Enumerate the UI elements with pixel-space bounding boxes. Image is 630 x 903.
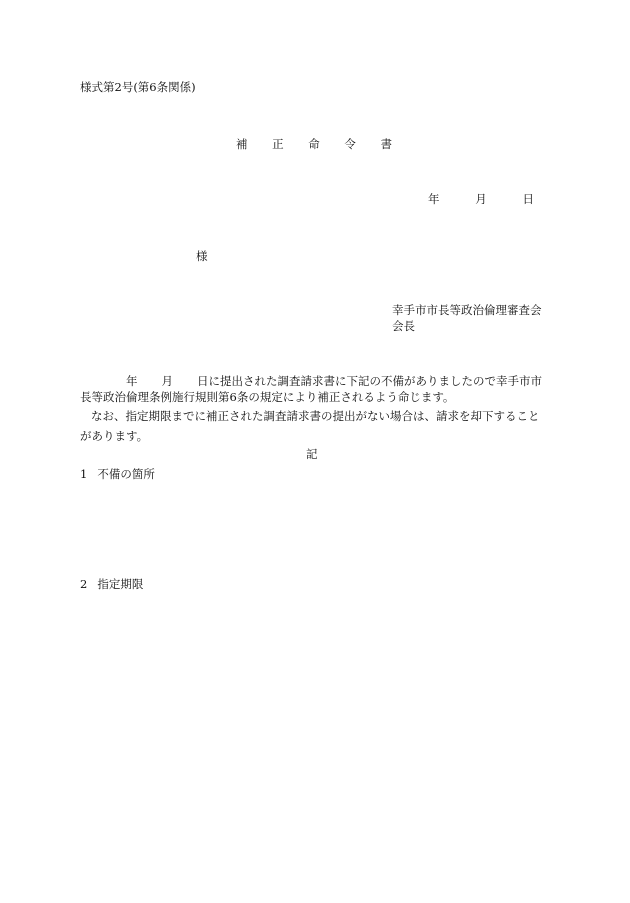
issue-date [428, 193, 534, 207]
item-number: 2 [80, 577, 88, 591]
title-char: 正 [272, 137, 284, 151]
body-paragraph-1-line-2: 長等政治倫理条例施行規則第6条の規定により補正されるよう命じます。 [80, 390, 455, 404]
list-item [80, 578, 143, 592]
title-char: 令 [344, 137, 356, 151]
body-line-text: 日に提出された調査請求書に下記の不備がありましたので幸手市市 [197, 374, 542, 388]
title-char: 書 [380, 137, 392, 151]
form-number: 様式第2号(第6条関係) [80, 80, 196, 94]
document-title [236, 138, 392, 152]
issuer-title: 会長 [392, 319, 415, 333]
body-year-label: 年 [126, 374, 138, 388]
addressee-suffix: 様 [196, 249, 208, 263]
date-year-label: 年 [428, 192, 440, 206]
body-line-text: なお、指定期限までに補正された調査請求書の提出がない場合は、請求を却下すること [91, 409, 540, 423]
item-label: 指定期限 [97, 577, 144, 591]
item-number: 1 [80, 467, 88, 481]
item-label: 不備の箇所 [97, 467, 155, 481]
body-paragraph-1-line-1 [80, 375, 542, 389]
title-char: 補 [236, 137, 248, 151]
issuer-organization: 幸手市市長等政治倫理審査会 [392, 303, 542, 317]
date-day-label: 日 [522, 192, 534, 206]
ki-marker: 記 [306, 447, 318, 461]
body-month-label: 月 [161, 374, 173, 388]
title-char: 命 [308, 137, 320, 151]
body-paragraph-2-line-1 [80, 410, 540, 424]
list-item [80, 468, 155, 482]
body-paragraph-2-line-2: があります。 [80, 429, 149, 443]
date-month-label: 月 [475, 192, 487, 206]
